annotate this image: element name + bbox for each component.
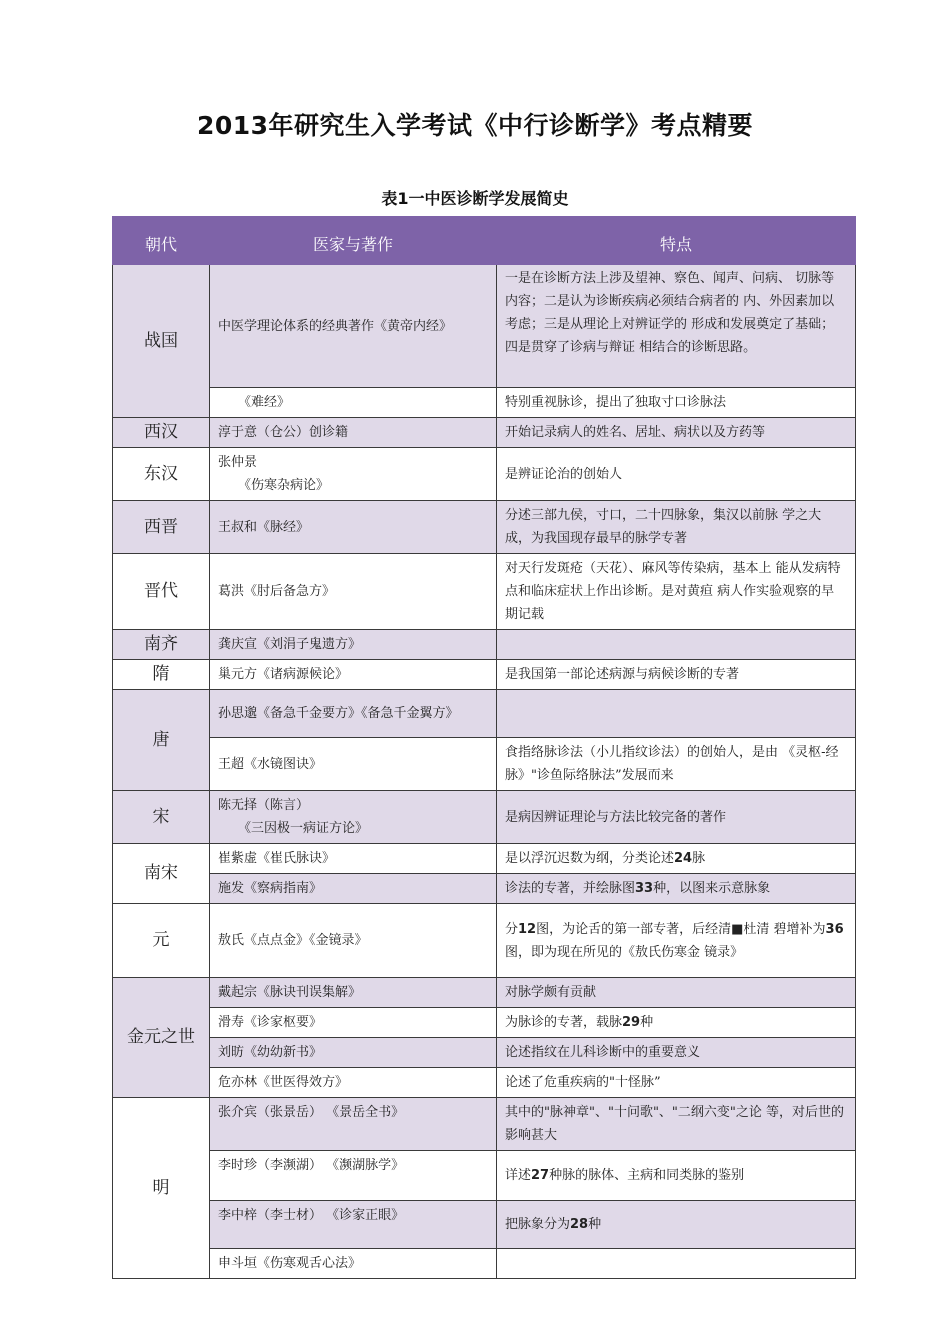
header-feature: 特点 <box>497 217 856 265</box>
table-row <box>113 874 856 904</box>
feature-cell: 是以浮沉迟数为纲，分类论述24脉 <box>497 844 856 874</box>
table-row <box>113 978 856 1008</box>
feature-cell: 诊法的专著，并绘脉图33种，以图来示意脉象 <box>497 874 856 904</box>
work-cell: 淳于意（仓公）创诊籍 <box>210 418 497 448</box>
dynasty-cell: 南齐 <box>113 630 210 660</box>
work-cell: 刘昉《幼幼新书》 <box>210 1038 497 1068</box>
dynasty-cell: 东汉 <box>113 448 210 501</box>
dynasty-cell: 战国 <box>113 265 210 418</box>
table-row <box>113 904 856 978</box>
page-title: 2013年研究生入学考试《中行诊断学》考点精要 <box>196 111 754 140</box>
table-caption: 表1一中医诊断学发展简史 <box>381 189 569 208</box>
work-cell: 李中梓（李士材） 《诊家正眼》 <box>210 1201 497 1249</box>
feature-cell: 是辨证论治的创始人 <box>497 448 856 501</box>
feature-cell <box>497 1249 856 1279</box>
table-row <box>113 388 856 418</box>
table-row <box>113 1201 856 1249</box>
table-row <box>113 660 856 690</box>
header-work: 医家与著作 <box>210 217 497 265</box>
work-cell: 王超《水镜图诀》 <box>210 738 497 791</box>
author-name: 陈无择（陈言） <box>218 798 310 813</box>
work-cell: 滑寿《诊家枢要》 <box>210 1008 497 1038</box>
table-row <box>113 265 856 388</box>
table-row <box>113 1068 856 1098</box>
feature-cell: 开始记录病人的姓名、居址、病状以及方药等 <box>497 418 856 448</box>
table-row <box>113 501 856 554</box>
table-row <box>113 791 856 844</box>
dynasty-cell: 西晋 <box>113 501 210 554</box>
table-row <box>113 1249 856 1279</box>
feature-cell: 论述指纹在儿科诊断中的重要意义 <box>497 1038 856 1068</box>
table-row <box>113 844 856 874</box>
dynasty-cell: 明 <box>113 1098 210 1279</box>
header-dynasty: 朝代 <box>113 217 210 265</box>
work-cell: 中医学理论体系的经典著作《黄帝内经》 <box>210 265 497 388</box>
dynasty-cell: 宋 <box>113 791 210 844</box>
feature-cell <box>497 630 856 660</box>
dynasty-cell: 元 <box>113 904 210 978</box>
work-cell: 《难经》 <box>210 388 497 418</box>
table-row <box>113 738 856 791</box>
feature-cell: 一是在诊断方法上涉及望神、察色、闻声、问病、 切脉等内容；二是认为诊断疾病必须结合病者的 内、外因素加以考虑；三是从理论上对辨证学的 形成和发展奠定了基础；四是贯穿了诊病与辩证 相结合的诊断思路。 <box>497 265 856 388</box>
table-row <box>113 554 856 630</box>
work-cell <box>210 448 497 501</box>
feature-cell: 详述27种脉的脉体、主病和同类脉的鉴别 <box>497 1151 856 1201</box>
dynasty-cell: 金元之世 <box>113 978 210 1098</box>
dynasty-cell: 南宋 <box>113 844 210 904</box>
feature-cell <box>497 690 856 738</box>
feature-cell: 是病因辨证理论与方法比较完备的著作 <box>497 791 856 844</box>
work-cell: 戴起宗《脉诀刊误集解》 <box>210 978 497 1008</box>
feature-cell: 是我国第一部论述病源与病候诊断的专著 <box>497 660 856 690</box>
table-header-row <box>113 217 856 265</box>
work-cell: 崔紫虚《崔氏脉诀》 <box>210 844 497 874</box>
table-row <box>113 690 856 738</box>
work-cell: 孙思邈《备急千金要方》《备急千金翼方》 <box>210 690 497 738</box>
table-row <box>113 448 856 501</box>
work-cell: 张介宾（张景岳） 《景岳全书》 <box>210 1098 497 1151</box>
work-cell: 龚庆宣《刘涓子鬼遗方》 <box>210 630 497 660</box>
work-cell: 施发《察病指南》 <box>210 874 497 904</box>
table-row <box>113 1151 856 1201</box>
feature-cell: 论述了危重疾病的"十怪脉” <box>497 1068 856 1098</box>
work-cell: 巢元方《诸病源候论》 <box>210 660 497 690</box>
dynasty-cell: 晋代 <box>113 554 210 630</box>
author-name: 张仲景 <box>218 455 258 470</box>
book-title: 《伤寒杂病论》 <box>238 478 330 493</box>
work-cell: 葛洪《肘后备急方》 <box>210 554 497 630</box>
feature-cell: 特别重视脉诊，提出了独取寸口诊脉法 <box>497 388 856 418</box>
feature-cell: 对天行发斑疮（天花）、麻风等传染病，基本上 能从发病特点和临床症状上作出诊断。是对黄疸 病人作实验观察的早期记载 <box>497 554 856 630</box>
work-cell: 申斗垣《伤寒观舌心法》 <box>210 1249 497 1279</box>
work-cell: 王叔和《脉经》 <box>210 501 497 554</box>
dynasty-cell: 唐 <box>113 690 210 791</box>
dynasty-cell: 隋 <box>113 660 210 690</box>
feature-cell: 对脉学颇有贡献 <box>497 978 856 1008</box>
work-cell: 敖氏《点点金》《金镜录》 <box>210 904 497 978</box>
book-title: 《三因极一病证方论》 <box>238 821 369 836</box>
work-cell <box>210 791 497 844</box>
feature-cell: 分述三部九侯，寸口，二十四脉象，集汉以前脉 学之大成，为我国现存最早的脉学专著 <box>497 501 856 554</box>
feature-cell: 把脉象分为28种 <box>497 1201 856 1249</box>
table-row <box>113 418 856 448</box>
history-table <box>112 216 856 1279</box>
table-row <box>113 1098 856 1151</box>
table-row <box>113 1008 856 1038</box>
feature-cell: 为脉诊的专著，载脉29种 <box>497 1008 856 1038</box>
feature-cell: 食指络脉诊法（小儿指纹诊法）的创始人，是由 《灵枢-经脉》"诊鱼际络脉法”发展而来 <box>497 738 856 791</box>
feature-cell: 其中的"脉神章"、"十问歌"、"二纲六变"之论 等，对后世的影响甚大 <box>497 1098 856 1151</box>
table-row <box>113 630 856 660</box>
work-cell: 危亦林《世医得效方》 <box>210 1068 497 1098</box>
feature-cell: 分12图，为论舌的第一部专著，后经清■杜清 碧增补为36图，即为现在所见的《敖氏伤寒金 镜录》 <box>497 904 856 978</box>
work-cell: 李时珍（李濒湖） 《濒湖脉学》 <box>210 1151 497 1201</box>
table-row <box>113 1038 856 1068</box>
dynasty-cell: 西汉 <box>113 418 210 448</box>
